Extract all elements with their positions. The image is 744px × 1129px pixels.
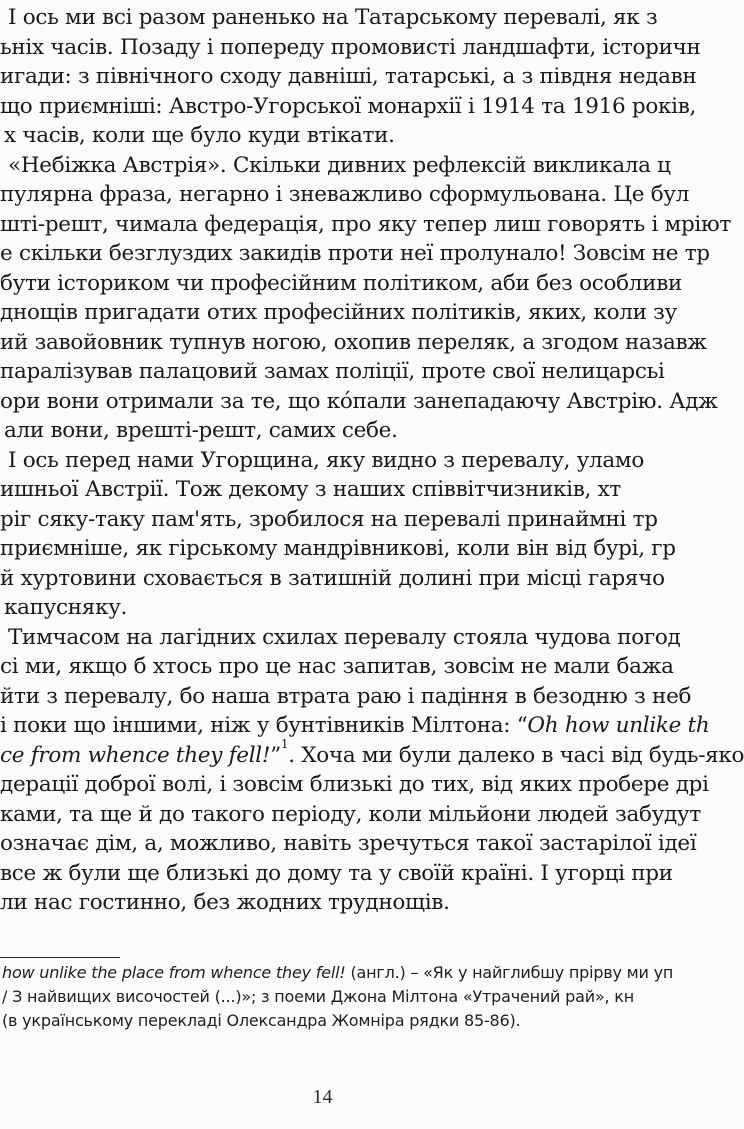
line-text: «Небіжка Австрія». Скільки дивних рефлексій викликала ц xyxy=(8,152,671,178)
footnote-marker: 1 xyxy=(280,736,289,751)
line-text: ками, та ще й до такого періоду, коли мільйони людей забудут xyxy=(0,801,701,827)
text-line xyxy=(0,386,718,418)
line-text: ьніх часів. Позаду і попереду промовисті ландшафти, історичн xyxy=(0,34,701,60)
line-text: пулярна фраза, негарно і зневажливо сформульована. Це бул xyxy=(0,182,690,207)
line-text: ишньої Австрії. Тож декому з наших співвітчизників, хт xyxy=(0,477,622,502)
text-line xyxy=(0,858,673,890)
text-line xyxy=(8,150,671,182)
page-number: 14 xyxy=(312,1086,333,1108)
footnote-divider xyxy=(0,957,120,958)
text-line xyxy=(8,622,680,654)
line-text: все ж були ще близькі до дому та у своїй країні. І угорці при xyxy=(0,860,673,886)
line-text: Тимчасом на лагідних схилах перевалу стояла чудова погод xyxy=(8,624,681,650)
quote-mark: ” xyxy=(270,742,281,768)
line-text: игади: з північного сходу давніші, татарські, а з півдня недавн xyxy=(0,64,697,89)
text-line xyxy=(0,563,665,595)
line-text: бути істориком чи професійним політиком, аби без особливи xyxy=(0,270,683,296)
line-text: ріг сяку-таку пам'ять, зробилося на перевалі принаймні тр xyxy=(0,506,658,532)
text-line xyxy=(0,238,710,270)
text-line xyxy=(0,681,691,713)
text-line xyxy=(0,327,707,359)
text-line xyxy=(0,209,731,241)
text-line xyxy=(0,179,689,211)
line-text: али вони, врешті-решт, самих себе. xyxy=(4,418,398,443)
line-text-end: . Хоча ми були далеко в часі від будь-яко xyxy=(288,742,744,768)
line-text: капусняку. xyxy=(4,595,128,620)
line-text: ли нас гостинно, без жодних труднощів. xyxy=(0,890,450,915)
footnote-line-1 xyxy=(2,961,673,985)
text-line xyxy=(0,651,674,683)
text-line xyxy=(0,504,658,536)
milton-quote: ce from whence they fell! xyxy=(0,742,271,768)
line-text: ий завойовник тупнув ногою, охопив переляк, а згодом назавж xyxy=(0,329,707,355)
text-line xyxy=(0,533,676,565)
line-text: І ось перед нами Угорщина, яку видно з перевалу, уламо xyxy=(8,447,645,473)
text-line xyxy=(0,887,450,919)
line-text: й хуртовини сховається в затишній долині при місці гарячо xyxy=(0,565,665,591)
line-text: шті-решт, чимала федерація, про яку тепер лиш говорять і мріют xyxy=(0,211,732,237)
text-line xyxy=(0,356,665,388)
line-text: паралізував палацовий замах поліції, проте свої нелицарсьі xyxy=(0,359,665,384)
footnote-quote: how unlike the place from whence they fell! xyxy=(2,963,346,982)
text-line xyxy=(0,736,744,772)
text-line xyxy=(0,710,709,742)
line-text: дерації доброї волі, і зовсім близькі до тих, від яких пробере дрі xyxy=(0,772,709,797)
line-text: приємніше, як гірському мандрівникові, коли він від бурі, гр xyxy=(0,536,676,561)
line-text: х часів, коли ще було куди втікати. xyxy=(4,123,395,148)
text-line xyxy=(0,268,682,300)
line-text: днощів пригадати отих професійних політиків, яких, коли зу xyxy=(0,300,677,325)
line-text: е скільки безглуздих закидів проти неї пролунало! Зовсім не тр xyxy=(0,241,710,266)
footnote-line-3: (в українському перекладі Олександра Жомніра рядки 85-86). xyxy=(2,1011,521,1030)
text-line xyxy=(4,120,395,152)
text-line xyxy=(0,828,696,860)
line-text: І ось ми всі разом раненько на Татарському перевалі, як з xyxy=(8,5,658,30)
text-line xyxy=(0,61,696,93)
line-text-start: і поки що іншими, ніж у бунтівників Мілтона: “ xyxy=(0,713,528,738)
text-line xyxy=(8,445,644,477)
text-line xyxy=(0,799,701,831)
text-line xyxy=(4,415,398,447)
text-line xyxy=(8,2,657,34)
line-text: що приємніші: Австро-Угорської монархії і 1914 та 1916 років, xyxy=(0,93,697,119)
text-line xyxy=(0,297,677,329)
text-line xyxy=(0,474,621,506)
line-text: означає дім, а, можливо, навіть зречуться такої застарілої ідеї xyxy=(0,831,697,856)
text-line xyxy=(0,91,696,123)
text-line xyxy=(4,592,127,624)
line-text: ори вони отримали за те, що кóпали занепадаючу Австрію. Адж xyxy=(0,388,718,414)
text-line xyxy=(0,769,709,801)
line-text: сі ми, якщо б хтось про це нас запитав, зовсім не мали бажа xyxy=(0,654,674,679)
line-text: йти з перевалу, бо наша втрата раю і падіння в безодню з неб xyxy=(0,683,692,709)
footnote-line-2: / З найвищих височостей (...)»; з поеми Джона Мілтона «Утрачений рай», кн xyxy=(2,987,634,1006)
footnote-translation-start: (англ.) – «Як у найглибшу прірву ми уп xyxy=(345,963,674,982)
text-line xyxy=(0,32,701,64)
milton-quote: Oh how unlike th xyxy=(527,713,710,738)
